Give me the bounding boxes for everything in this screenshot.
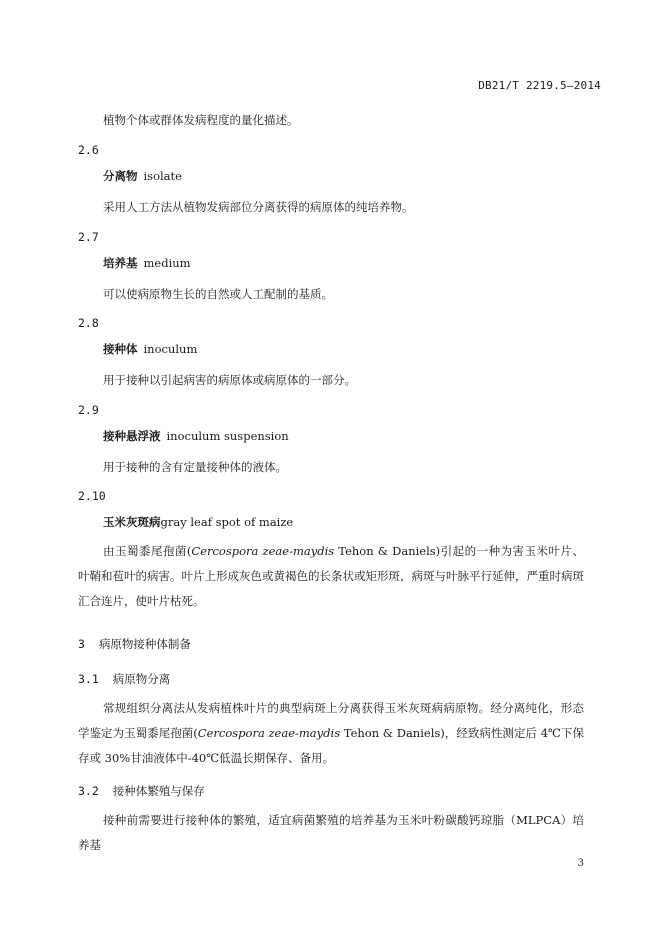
definition-text: 采用人工方法从植物发病部位分离获得的病原体的纯培养物。 (103, 200, 414, 214)
section-number: 3 (78, 637, 85, 651)
term-english: medium (143, 256, 191, 270)
term-heading (103, 341, 197, 357)
definition-text: 用于接种的含有定量接种体的液体。 (103, 460, 287, 474)
subsection-heading (78, 783, 205, 799)
body-paragraph (78, 696, 584, 771)
document-id-header: DB21/T 2219.5—2014 (478, 79, 601, 92)
term-heading (103, 514, 293, 530)
term-heading (103, 255, 191, 271)
clause-number: 2.10 (78, 489, 106, 503)
clause-number: 2.7 (78, 230, 99, 244)
definition-text: 植物个体或群体发病程度的量化描述。 (103, 113, 299, 127)
term-chinese: 接种体 (103, 342, 138, 356)
definition-text: 可以使病原物生长的自然或人工配制的基质。 (103, 287, 333, 301)
definition-text: 用于接种以引起病害的病原体或病原体的一部分。 (103, 373, 356, 387)
clause-number: 2.8 (78, 316, 99, 330)
term-heading (103, 428, 289, 444)
subsection-heading (78, 671, 170, 687)
species-name: Cercospora zeae-maydis (191, 544, 335, 558)
term-english: inoculum suspension (166, 429, 289, 443)
section-title: 病原物接种体制备 (98, 637, 191, 651)
species-name: Cercospora zeae-maydis (197, 726, 341, 740)
subsection-number: 3.1 (78, 672, 99, 686)
term-chinese: 分离物 (103, 169, 138, 183)
subsection-title: 接种体繁殖与保存 (112, 784, 205, 798)
term-english: inoculum (143, 342, 198, 356)
body-text: 常规组织分离法从发病植株叶片的典型病斑上分离获得玉米灰斑病病原物。经分离纯化，形态学鉴定为玉蜀黍尾孢菌( (78, 701, 584, 740)
term-heading (103, 168, 182, 184)
subsection-number: 3.2 (78, 784, 99, 798)
term-chinese: 培养基 (103, 256, 138, 270)
section-heading (78, 636, 191, 652)
definition-paragraph (78, 539, 584, 614)
definition-text: 由玉蜀黍尾孢菌( (103, 544, 192, 558)
page-number: 3 (577, 858, 584, 869)
body-paragraph: 接种前需要进行接种体的繁殖，适宜病菌繁殖的培养基为玉米叶粉碳酸钙琼脂（MLPCA）培养基 (78, 813, 584, 852)
term-english: gray leaf spot of maize (160, 515, 294, 529)
definition-text: Tehon & Daniels)引起的一种为害玉米叶片、叶鞘和苞叶的病害。叶片上形成灰色或黄褐色的长条状或矩形斑，病斑与叶脉平行延伸，严重时病斑汇合连片，使叶片枯死。 (78, 544, 584, 608)
term-english: isolate (143, 169, 182, 183)
term-chinese: 玉米灰斑病 (103, 515, 161, 529)
body-text: Tehon & Daniels)，经致病性测定后 4℃下保存或 30%甘油液体中-40℃低温长期保存、备用。 (78, 726, 584, 765)
clause-number: 2.9 (78, 403, 99, 417)
subsection-title: 病原物分离 (112, 672, 171, 686)
clause-number: 2.6 (78, 143, 99, 157)
term-chinese: 接种悬浮液 (103, 429, 161, 443)
